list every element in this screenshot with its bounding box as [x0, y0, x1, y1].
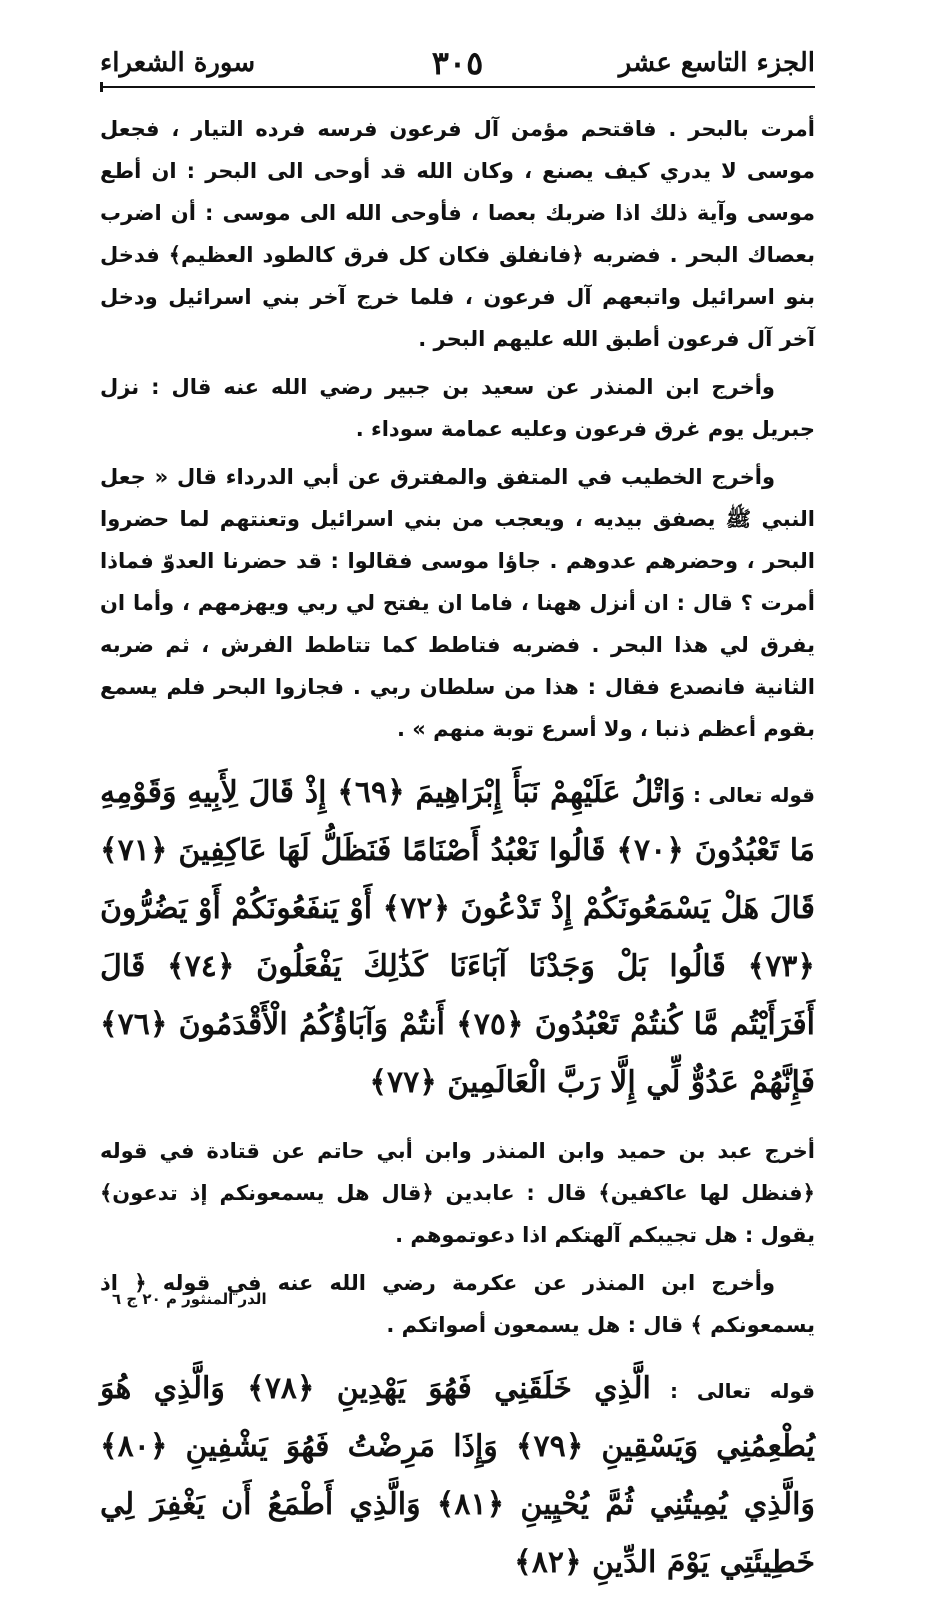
page-body — [100, 108, 815, 1610]
paragraph: وأخرج الخطيب في المتفق والمفترق عن أبي الدرداء قال « جعل النبي ﷺ يصفق بيديه ، ويعجب من بني اسرائيل وتعنتهم لما حضروا البحر ، وحضرهم عدوهم . جاؤا موسى فقالوا : قد حضرنا العدوّ فماذا أمرت ؟ قال : ان أنزل ههنا ، فاما ان يفتح لي ربي ويهزمهم ، وأما ان يفرق لي هذا البحر . فضربه فتاطط كما تتاطط الفرش ، ثم ضربه الثانية فانصدع فقال : هذا من سلطان ربي . فجازوا البحر فلم يسمع بقوم أعظم ذنبا ، ولا أسرع توبة منهم » . — [100, 465, 815, 741]
header-rule — [100, 86, 815, 88]
quran-verse-block — [100, 1360, 815, 1592]
verse-text: وَاتْلُ عَلَيْهِمْ نَبَأَ إِبْرَاهِيمَ ﴿٦٩﴾ إِذْ قَالَ لِأَبِيهِ وَقَوْمِهِ مَا تَعْبُدُونَ ﴿٧٠﴾ قَالُوا نَعْبُدُ أَصْنَامًا فَنَظَلُّ لَهَا عَاكِفِينَ ﴿٧١﴾ قَالَ هَلْ يَسْمَعُونَكُمْ إِذْ تَدْعُونَ ﴿٧٢﴾ أَوْ يَنفَعُونَكُمْ أَوْ يَضُرُّونَ ﴿٧٣﴾ قَالُوا بَلْ وَجَدْنَا آبَاءَنَا كَذَٰلِكَ يَفْعَلُونَ ﴿٧٤﴾ قَالَ أَفَرَأَيْتُم مَّا كُنتُمْ تَعْبُدُونَ ﴿٧٥﴾ أَنتُمْ وَآبَاؤُكُمُ الْأَقْدَمُونَ ﴿٧٦﴾ فَإِنَّهُمْ عَدُوٌّ لِّي إِلَّا رَبَّ الْعَالَمِينَ ﴿٧٧﴾ — [100, 775, 815, 1100]
paragraph: أمرت بالبحر . فاقتحم مؤمن آل فرعون فرسه فرده التيار ، فجعل موسى لا يدري كيف يصنع ، وكان الله قد أوحى الى البحر : ان أطع موسى وآية ذلك اذا ضربك بعصا ، فأوحى الله الى موسى : أن اضرب بعصاك البحر . فضربه ﴿فانفلق فكان كل فرق كالطود العظيم﴾ فدخل بنو اسرائيل واتبعهم آل فرعون ، فلما خرج آخر بني اسرائيل ودخل آخر آل فرعون أطبق الله عليهم البحر . — [100, 117, 815, 351]
page-number: ٣٠٥ — [431, 44, 484, 82]
footer-signature: الدر المنثور م ٢٠ ج ٦ — [112, 1290, 267, 1308]
juz-title: الجزء التاسع عشر — [618, 48, 815, 78]
quran-verse-block — [100, 764, 815, 1112]
verse-intro: قوله تعالى : — [670, 1379, 815, 1403]
verse-intro: قوله تعالى : — [693, 783, 816, 807]
paragraph: وأخرج ابن المنذر عن عكرمة رضي الله عنه في قوله ﴿ اذ يسمعونكم ﴾ قال : هل يسمعون أصواتكم . — [100, 1271, 815, 1337]
page-header — [100, 40, 815, 84]
paragraph: أخرج عبد بن حميد وابن المنذر وابن أبي حاتم عن قتادة في قوله ﴿فنظل لها عاكفين﴾ قال : عابدين ﴿قال هل يسمعونكم إذ تدعون﴾ يقول : هل تجيبكم آلهتكم اذا دعوتموهم . — [100, 1139, 815, 1247]
verse-text: الَّذِي خَلَقَنِي فَهُوَ يَهْدِينِ ﴿٧٨﴾ وَالَّذِي هُوَ يُطْعِمُنِي وَيَسْقِينِ ﴿٧٩﴾ وَإِذَا مَرِضْتُ فَهُوَ يَشْفِينِ ﴿٨٠﴾ وَالَّذِي يُمِيتُنِي ثُمَّ يُحْيِينِ ﴿٨١﴾ وَالَّذِي أَطْمَعُ أَن يَغْفِرَ لِي خَطِيئَتِي يَوْمَ الدِّينِ ﴿٨٢﴾ — [100, 1371, 816, 1580]
surah-title: سورة الشعراء — [100, 48, 256, 78]
paragraph: وأخرج ابن المنذر عن سعيد بن جبير رضي الله عنه قال : نزل جبريل يوم غرق فرعون وعليه عمامة سوداء . — [100, 375, 815, 441]
rule-ornament — [100, 82, 115, 92]
